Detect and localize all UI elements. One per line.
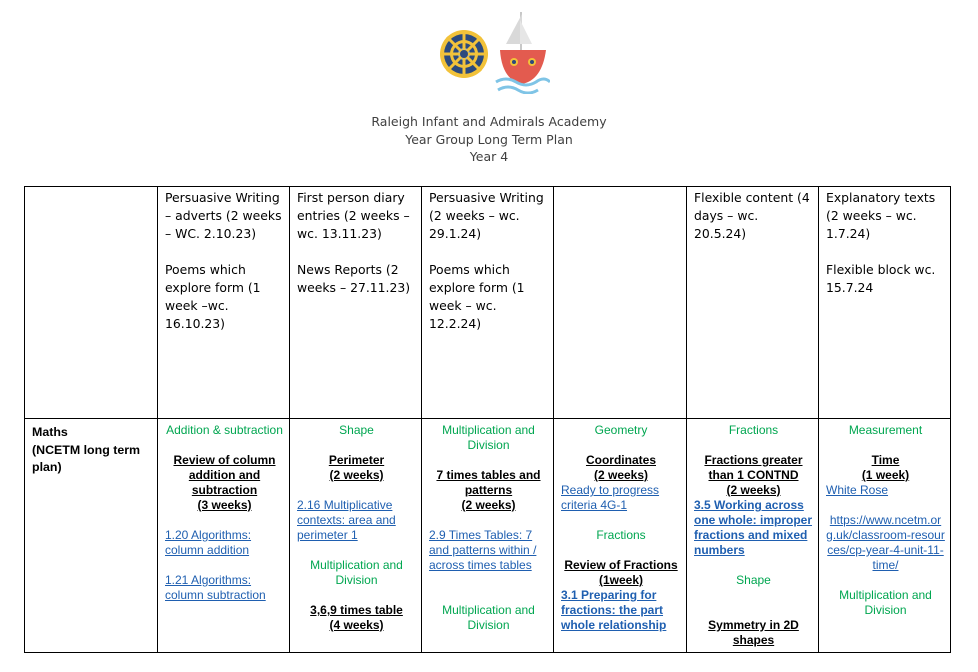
year-group: Year 4 <box>469 149 509 164</box>
unit-title: Coordinates <box>585 453 656 467</box>
maths-cell-6 <box>819 419 951 653</box>
maths-cell-3 <box>422 419 554 653</box>
english-cell-5: Flexible content (4 days – wc. 20.5.24) <box>687 187 819 419</box>
academy-logo <box>436 10 550 94</box>
topic-label: Multiplication and Division <box>442 603 535 632</box>
unit-duration: (1 week) <box>861 468 910 482</box>
unit-duration: (2 weeks) <box>726 483 781 497</box>
unit-duration: (2 weeks) <box>329 468 384 482</box>
unit-duration: (2 weeks) <box>593 468 649 482</box>
topic-label: Geometry <box>594 423 648 437</box>
unit-title: Time <box>871 453 900 467</box>
maths-cell-2 <box>290 419 422 653</box>
unit-duration: (1week) <box>598 573 644 587</box>
plan-title: Year Group Long Term Plan <box>405 131 573 147</box>
english-label-cell <box>25 187 158 419</box>
english-cell-4 <box>554 187 687 419</box>
topic-label: Shape <box>736 573 771 587</box>
topic-label: Shape <box>339 423 374 437</box>
unit-title: Review of column addition and subtraction <box>173 453 276 497</box>
resource-link[interactable]: 3.5 Working across one whole: improper fractions and mixed numbers <box>694 498 813 557</box>
english-cell-6: Explanatory texts (2 weeks – wc. 1.7.24) Flexible block wc. 15.7.24 <box>819 187 951 419</box>
english-row <box>25 187 951 419</box>
school-name: Raleigh Infant and Admirals Academy <box>371 114 607 129</box>
topic-label: Multiplication and Division <box>839 588 932 617</box>
unit-title: 7 times tables and patterns <box>436 468 541 497</box>
resource-link[interactable]: 2.9 Times Tables: 7 and patterns within / across times tables <box>429 528 537 572</box>
maths-cell-4 <box>554 419 687 653</box>
unit-title: 3,6,9 times table <box>310 603 403 617</box>
maths-cell-1 <box>158 419 290 653</box>
resource-link[interactable]: 3.1 Preparing for fractions: the part whole relationship <box>561 588 667 632</box>
topic-label: Addition & subtraction <box>166 423 283 437</box>
long-term-plan-table <box>24 186 951 653</box>
topic-label: Measurement <box>848 423 923 437</box>
resource-link[interactable]: 2.16 Multiplicative contexts: area and perimeter 1 <box>297 498 396 542</box>
unit-duration: (2 weeks) <box>461 498 516 512</box>
maths-cell-5 <box>687 419 819 653</box>
maths-row <box>25 419 951 653</box>
unit-title: Symmetry in 2D shapes <box>708 618 799 647</box>
resource-link[interactable]: 1.20 Algorithms: column addition <box>165 528 252 557</box>
english-cell-3: Persuasive Writing (2 weeks – wc. 29.1.24) Poems which explore form (1 week – wc. 12.2.24) <box>422 187 554 419</box>
topic-label: Multiplication and Division <box>310 558 403 587</box>
maths-label: Maths <box>32 425 68 439</box>
boat-icon <box>496 12 550 93</box>
resource-link[interactable]: Ready to progress criteria 4G-1 <box>561 483 660 512</box>
unit-title: Perimeter <box>328 453 385 467</box>
ships-wheel-icon <box>440 30 488 78</box>
english-cell-1: Persuasive Writing – adverts (2 weeks – WC. 2.10.23) Poems which explore form (1 week –wc. 16.10.23) <box>158 187 290 419</box>
unit-title: Fractions greater than 1 CONTND <box>704 453 803 482</box>
unit-duration: (3 weeks) <box>197 498 252 512</box>
document-header <box>0 113 978 166</box>
maths-label-cell <box>25 419 158 653</box>
topic-label: Fractions <box>596 528 646 542</box>
english-cell-2: First person diary entries (2 weeks – wc. 13.11.23) News Reports (2 weeks – 27.11.23) <box>290 187 422 419</box>
resource-link[interactable]: White Rose <box>826 483 889 497</box>
topic-label: Fractions <box>728 423 779 437</box>
unit-title: Review of Fractions <box>564 558 678 572</box>
resource-link[interactable]: https://www.ncetm.org.uk/classroom-resources/cp-year-4-unit-11-time/ <box>826 513 945 572</box>
topic-label: Multiplication and Division <box>442 423 535 452</box>
unit-duration: (4 weeks) <box>329 618 384 632</box>
maths-label-sub: (NCETM long term plan) <box>32 442 141 474</box>
resource-link[interactable]: 1.21 Algorithms: column subtraction <box>165 573 266 602</box>
